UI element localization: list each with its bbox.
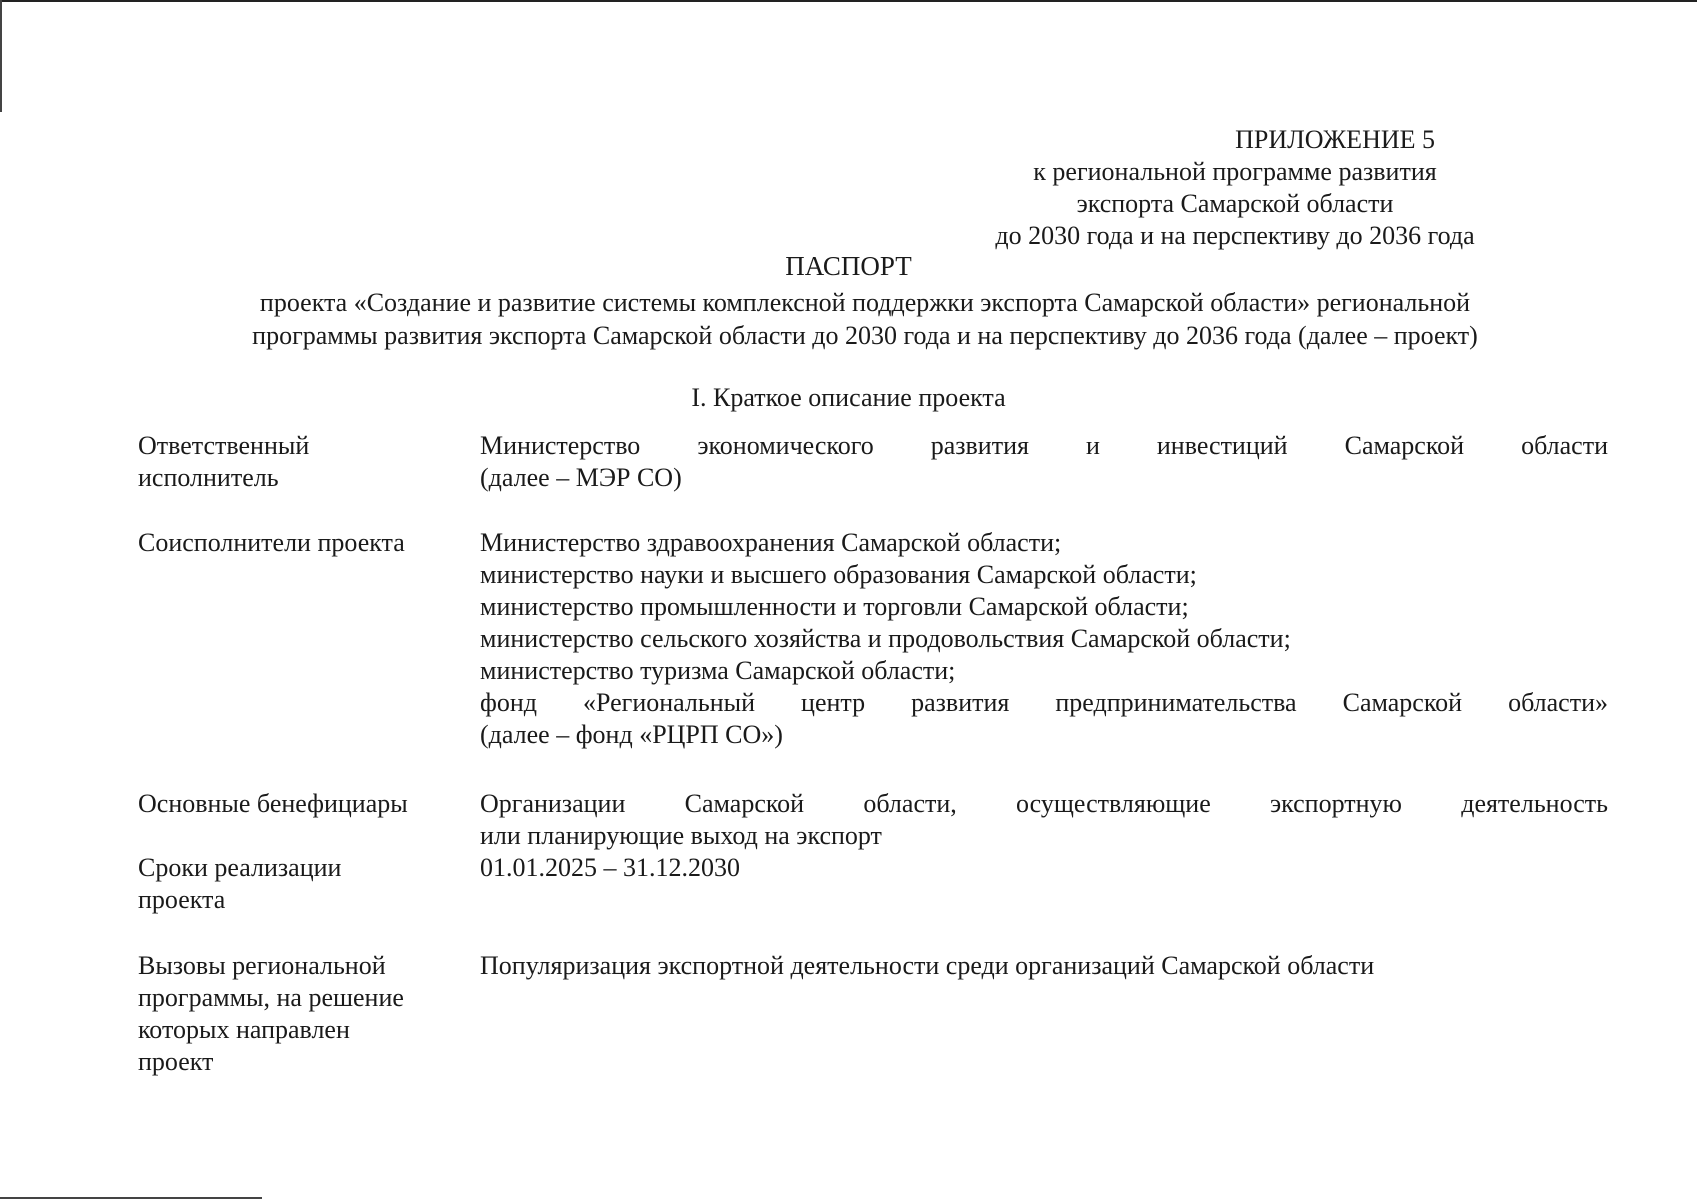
label-line: Вызовы региональной: [138, 951, 386, 980]
scan-border-left: [0, 0, 2, 112]
row-value: [480, 788, 1608, 852]
value-line: фонд «Региональный центр развития предпринимательства Самарской области»: [480, 688, 1608, 717]
label-line: которых направлен: [138, 1015, 350, 1044]
label-line: исполнитель: [138, 463, 279, 492]
label-line: Соисполнители проекта: [138, 528, 405, 557]
value-line: (далее – фонд «РЦРП СО»): [480, 720, 783, 749]
appendix-line-3: до 2030 года и на перспективу до 2036 года: [995, 221, 1475, 250]
label-line: программы, на решение: [138, 983, 404, 1012]
label-line: Ответственный: [138, 431, 310, 460]
value-line: Организации Самарской области, осуществляющие экспортную деятельность: [480, 789, 1608, 818]
row-value: [480, 950, 1608, 982]
appendix-line-1: к региональной программе развития: [1033, 157, 1437, 186]
row-value: [480, 527, 1608, 751]
passport-title: ПАСПОРТ: [785, 251, 912, 281]
label-line: Сроки реализации: [138, 853, 342, 882]
row-value: [480, 430, 1608, 494]
value-line: (далее – МЭР СО): [480, 463, 682, 492]
label-line: проект: [138, 1047, 214, 1076]
appendix-title: ПРИЛОЖЕНИЕ 5: [1235, 125, 1435, 154]
value-line: министерство туризма Самарской области;: [480, 656, 956, 685]
value-line: министерство сельского хозяйства и продовольствия Самарской области;: [480, 624, 1291, 653]
value-line: 01.01.2025 – 31.12.2030: [480, 853, 740, 882]
appendix-line-2: экспорта Самарской области: [1076, 189, 1394, 218]
passport-subtitle: [180, 286, 1550, 352]
scan-border-top: [0, 0, 1697, 2]
passport-subtitle-line-1: проекта «Создание и развитие системы комплексной поддержки экспорта Самарской области» региональной: [259, 288, 1471, 317]
value-line: Министерство здравоохранения Самарской области;: [480, 528, 1062, 557]
value-line: министерство промышленности и торговли Самарской области;: [480, 592, 1189, 621]
value-line: Популяризация экспортной деятельности среди организаций Самарской области: [480, 951, 1375, 980]
label-line: Основные бенефициары: [138, 789, 408, 818]
row-label: [138, 852, 448, 916]
scan-border-bottom: [0, 1197, 262, 1199]
value-line: министерство науки и высшего образования Самарской области;: [480, 560, 1197, 589]
row-label: [138, 950, 448, 1078]
row-value: [480, 852, 1608, 884]
value-line: Министерство экономического развития и инвестиций Самарской области: [480, 431, 1608, 460]
label-line: проекта: [138, 885, 226, 914]
section-title: I. Краткое описание проекта: [691, 383, 1006, 412]
row-label: [138, 788, 448, 820]
appendix-header: [885, 124, 1585, 252]
value-line: или планирующие выход на экспорт: [480, 821, 882, 850]
row-label: [138, 527, 448, 559]
row-label: [138, 430, 448, 494]
passport-subtitle-line-2: программы развития экспорта Самарской области до 2030 года и на перспективу до 2036 года (далее – проект): [252, 321, 1478, 350]
